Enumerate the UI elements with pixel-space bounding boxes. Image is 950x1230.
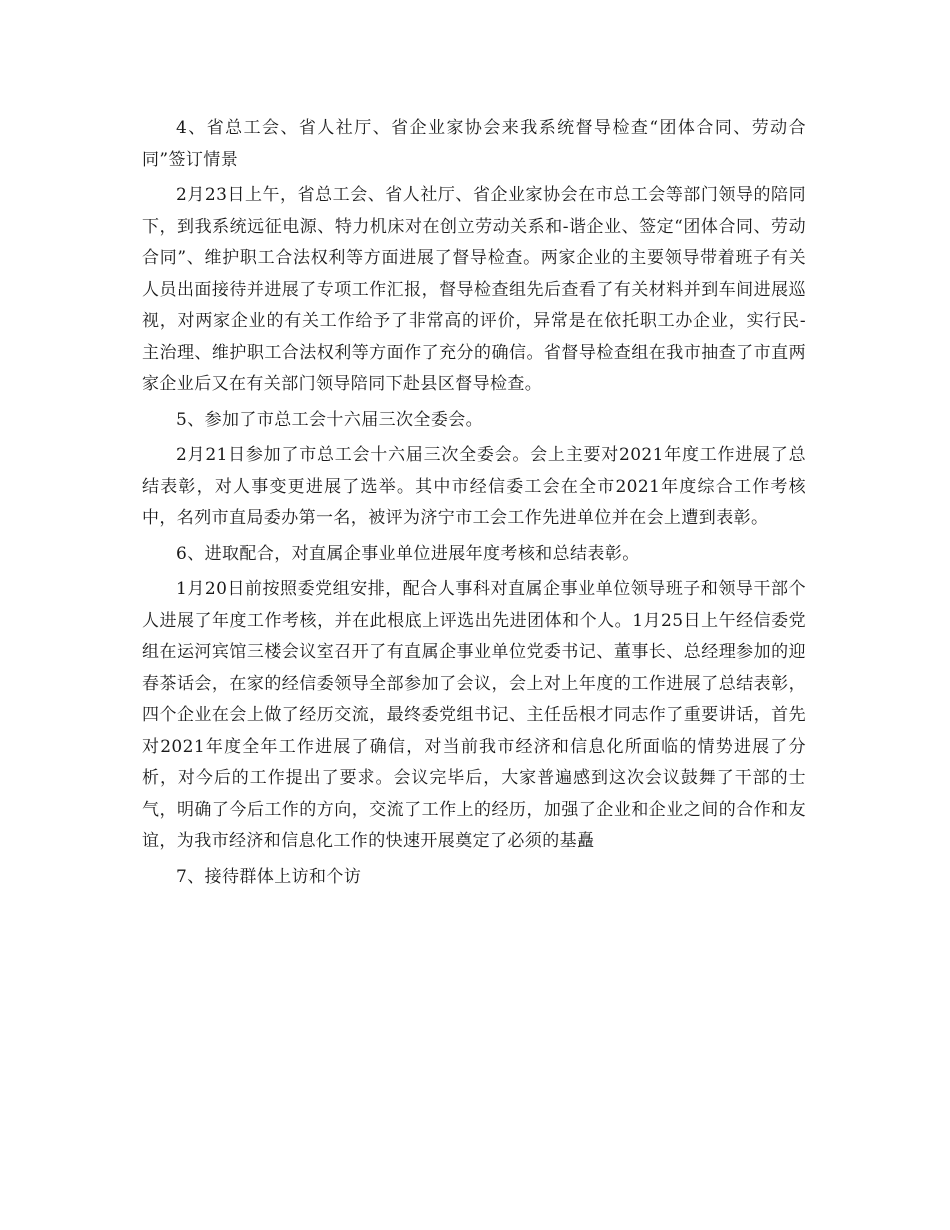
body-paragraph: 2月21日参加了市总工会十六届三次全委会。会上主要对2021年度工作进展了总结表彰，对人事变更进展了选举。其中市经信委工会在全市2021年度综合工作考核中，名列市直局委办第一名，被评为济宁市工会工作先进单位并在会上遭到表彰。 — [142, 445, 806, 528]
section-heading-6: 6、进取配合，对直属企事业单位进展年度考核和总结表彰。 — [176, 543, 640, 564]
body-paragraph: 1月20日前按照委党组安排，配合人事科对直属企事业单位领导班子和领导干部个人进展了年度工作考核，并在此根底上评选出先进团体和个人。1月25日上午经信委党组在运河宾馆三楼会议室召开了有直属企事业单位党委书记、董事长、总经理参加的迎春茶话会，在家的经信委领导全部参加了会议，会上对上年度的工作进展了总结表彰，四个企业在会上做了经历交流，最终委党组书记、主任岳根才同志作了重要讲话，首先对2021年度全年工作进展了确信，对当前我市经济和信息化所面临的情势进展了分析，对今后的工作提出了要求。会议完毕后，大家普遍感到这次会议鼓舞了干部的士气，明确了今后工作的方向，交流了工作上的经历，加强了企业和企业之间的合作和友谊，为我市经济和信息化工作的快速开展奠定了必须的基矗 — [142, 579, 806, 851]
document-page — [142, 113, 806, 897]
section-heading-5: 5、参加了市总工会十六届三次全委会。 — [176, 409, 484, 430]
body-paragraph: 2月23日上午，省总工会、省人社厅、省企业家协会在市总工会等部门领导的陪同下，到我系统远征电源、特力机床对在创立劳动关系和-谐企业、签定“团体合同、劳动合同”、维护职工合法权利等方面进展了督导检查。两家企业的主要领导带着班子有关人员出面接待并进展了专项工作汇报，督导检查组先后查看了有关材料并到车间进展巡视，对两家企业的有关工作给予了非常高的评价，异常是在依托职工办企业，实行民-主治理、维护职工合法权利等方面作了充分的确信。省督导检查组在我市抽查了市直两家企业后又在有关部门领导陪同下赴县区督导检查。 — [142, 185, 806, 394]
section-heading-7: 7、接待群体上访和个访 — [176, 866, 362, 887]
section-heading-4: 4、省总工会、省人社厅、省企业家协会来我系统督导检查“团体合同、劳动合同”签订情景 — [142, 118, 806, 170]
